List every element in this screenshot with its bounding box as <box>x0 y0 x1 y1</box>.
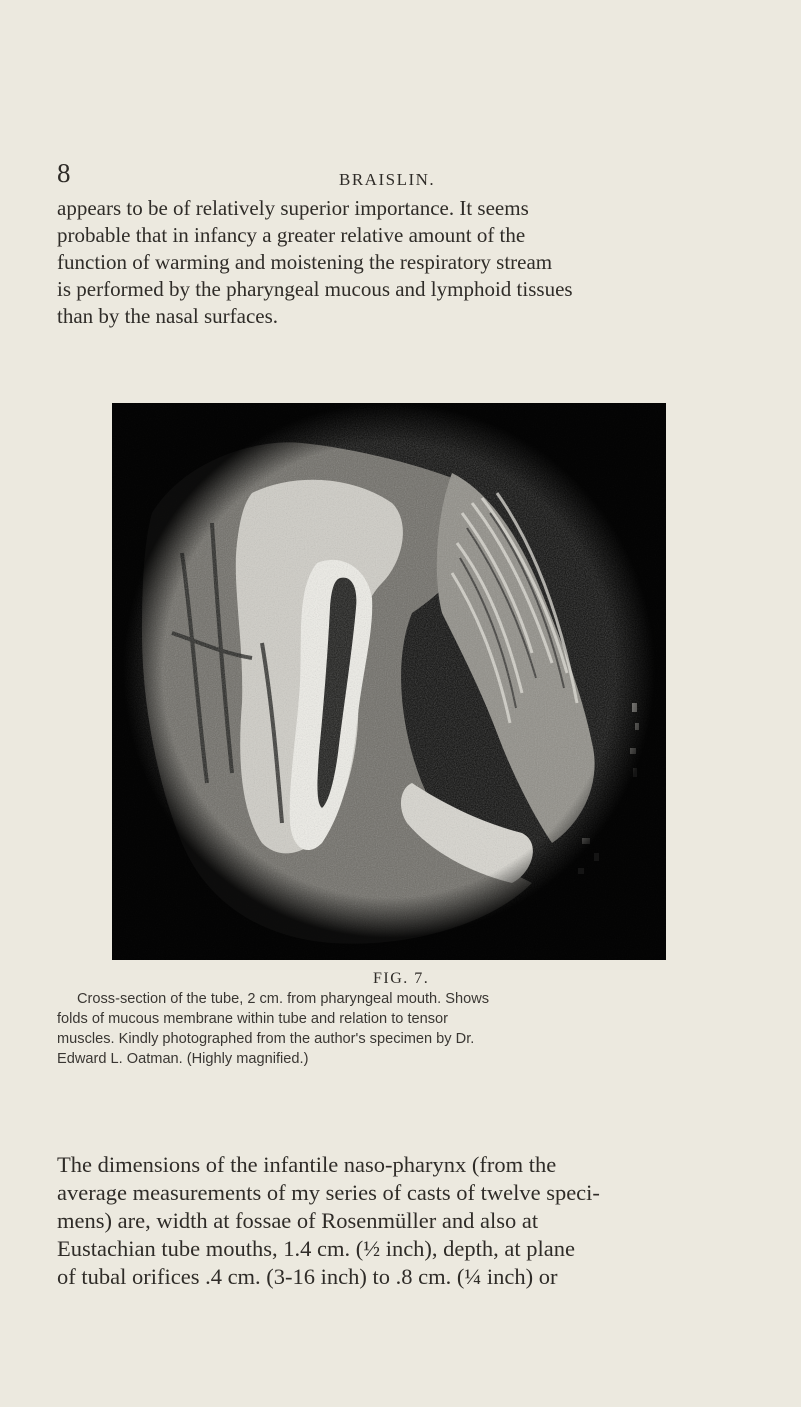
paragraph-line: than by the nasal surfaces. <box>57 304 279 328</box>
caption-line: Edward L. Oatman. (Highly magnified.) <box>57 1051 309 1067</box>
paragraph-line: average measurements of my series of casts of twelve speci- <box>57 1180 600 1205</box>
caption-line: folds of mucous membrane within tube and relation to tensor <box>57 1011 449 1027</box>
caption-line: muscles. Kindly photographed from the author's specimen by Dr. <box>57 1031 475 1047</box>
figure-label: FIG. 7. <box>373 970 430 987</box>
paragraph-line: function of warming and moistening the respiratory stream <box>57 250 553 274</box>
paragraph-line: appears to be of relatively superior importance. It seems <box>57 196 529 220</box>
paragraph-line: is performed by the pharyngeal mucous and lymphoid tissues <box>57 277 573 301</box>
page-number: 8 <box>57 158 71 188</box>
paragraph-2 <box>57 1151 721 1291</box>
running-head: BRAISLIN. <box>339 170 436 189</box>
paragraph-line: The dimensions of the infantile naso-pharynx (from the <box>57 1152 557 1177</box>
paragraph-line: of tubal orifices .4 cm. (3-16 inch) to .8 cm. (¼ inch) or <box>57 1264 558 1289</box>
paragraph-1 <box>57 195 721 330</box>
caption-line: Cross-section of the tube, 2 cm. from pharyngeal mouth. Shows <box>77 991 490 1007</box>
paragraph-line: mens) are, width at fossae of Rosenmüller and also at <box>57 1208 539 1233</box>
figure-caption <box>57 989 737 1069</box>
paragraph-line: probable that in infancy a greater relative amount of the <box>57 223 526 247</box>
micrograph-figure <box>112 403 666 960</box>
micrograph-image <box>112 403 666 960</box>
paragraph-line: Eustachian tube mouths, 1.4 cm. (½ inch), depth, at plane <box>57 1236 575 1261</box>
